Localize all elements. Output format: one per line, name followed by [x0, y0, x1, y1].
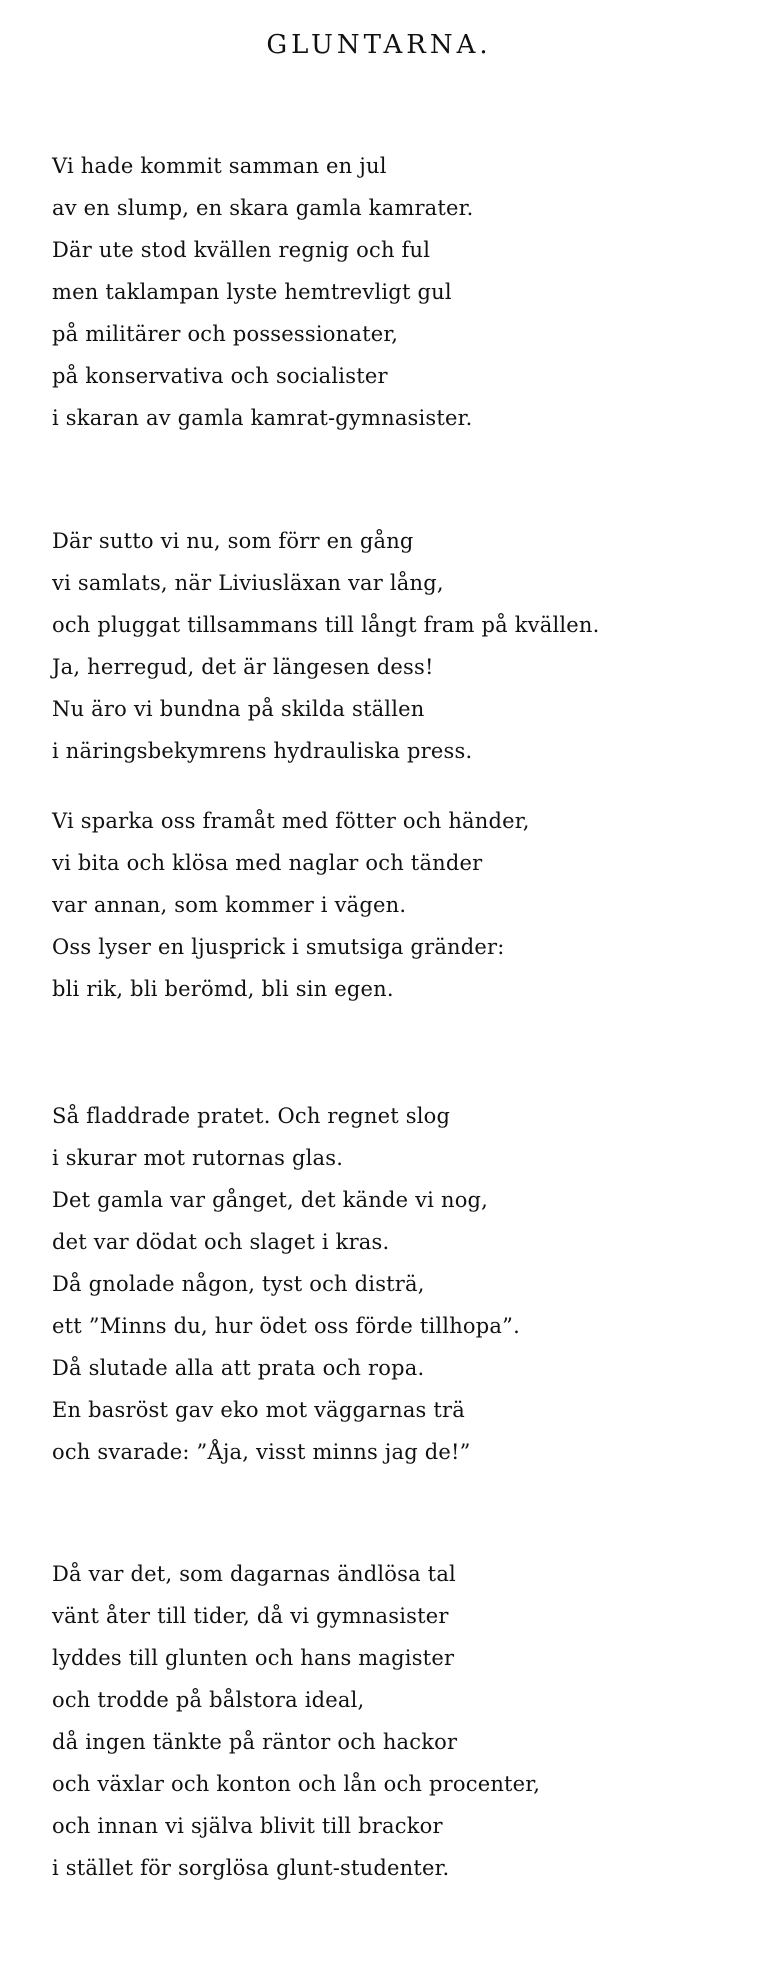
- poem-line: vi bita och klösa med naglar och tänder: [52, 851, 483, 875]
- poem-line: Då slutade alla att prata och ropa.: [52, 1356, 425, 1380]
- poem-line: i näringsbekymrens hydrauliska press.: [52, 739, 473, 763]
- poem-line: i skurar mot rutornas glas.: [52, 1146, 344, 1170]
- poem-line: då ingen tänkte på räntor och hackor: [52, 1730, 458, 1754]
- poem-line: och trodde på bålstora ideal,: [52, 1688, 365, 1712]
- stanza-5: [52, 1553, 540, 1889]
- poem-line: Oss lyser en ljusprick i smutsiga gränder:: [52, 935, 505, 959]
- poem-line: vänt åter till tider, då vi gymnasister: [52, 1604, 449, 1628]
- stanza-4: [52, 1095, 520, 1473]
- poem-line: i stället för sorglösa glunt-studenter.: [52, 1856, 450, 1880]
- poem-line: det var dödat och slaget i kras.: [52, 1230, 390, 1254]
- poem-line: Då var det, som dagarnas ändlösa tal: [52, 1562, 456, 1586]
- poem-line: Där ute stod kvällen regnig och ful: [52, 238, 431, 262]
- stanza-3: [52, 800, 530, 1010]
- poem-line: vi samlats, när Liviusläxan var lång,: [52, 571, 444, 595]
- poem-line: Vi hade kommit samman en jul: [52, 154, 387, 178]
- poem-line: av en slump, en skara gamla kamrater.: [52, 196, 474, 220]
- stanza-1: [52, 145, 473, 439]
- poem-line: på militärer och possessionater,: [52, 322, 399, 346]
- poem-line: Det gamla var gånget, det kände vi nog,: [52, 1188, 489, 1212]
- poem-line: En basröst gav eko mot väggarnas trä: [52, 1398, 466, 1422]
- poem-line: och pluggat tillsammans till långt fram på kvällen.: [52, 613, 600, 637]
- poem-line: lyddes till glunten och hans magister: [52, 1646, 455, 1670]
- poem-line: och växlar och konton och lån och procenter,: [52, 1772, 541, 1796]
- poem-line: och innan vi själva blivit till brackor: [52, 1814, 443, 1838]
- poem-line: men taklampan lyste hemtrevligt gul: [52, 280, 452, 304]
- poem-line: Där sutto vi nu, som förr en gång: [52, 529, 414, 553]
- poem-line: på konservativa och socialister: [52, 364, 388, 388]
- poem-line: bli rik, bli berömd, bli sin egen.: [52, 977, 394, 1001]
- stanza-2: [52, 520, 600, 772]
- poem-line: och svarade: ”Åja, visst minns jag de!”: [52, 1440, 471, 1464]
- poem-line: Då gnolade någon, tyst och disträ,: [52, 1272, 425, 1296]
- poem-line: Ja, herregud, det är längesen dess!: [52, 655, 434, 679]
- poem-line: i skaran av gamla kamrat-gymnasister.: [52, 406, 473, 430]
- poem-line: Nu äro vi bundna på skilda ställen: [52, 697, 425, 721]
- page-title: GLUNTARNA.: [266, 30, 492, 60]
- poem-line: Vi sparka oss framåt med fötter och händer,: [52, 809, 530, 833]
- poem-line: var annan, som kommer i vägen.: [52, 893, 407, 917]
- poem-line: ett ”Minns du, hur ödet oss förde tillhopa”.: [52, 1314, 520, 1338]
- poem-line: Så fladdrade pratet. Och regnet slog: [52, 1104, 451, 1128]
